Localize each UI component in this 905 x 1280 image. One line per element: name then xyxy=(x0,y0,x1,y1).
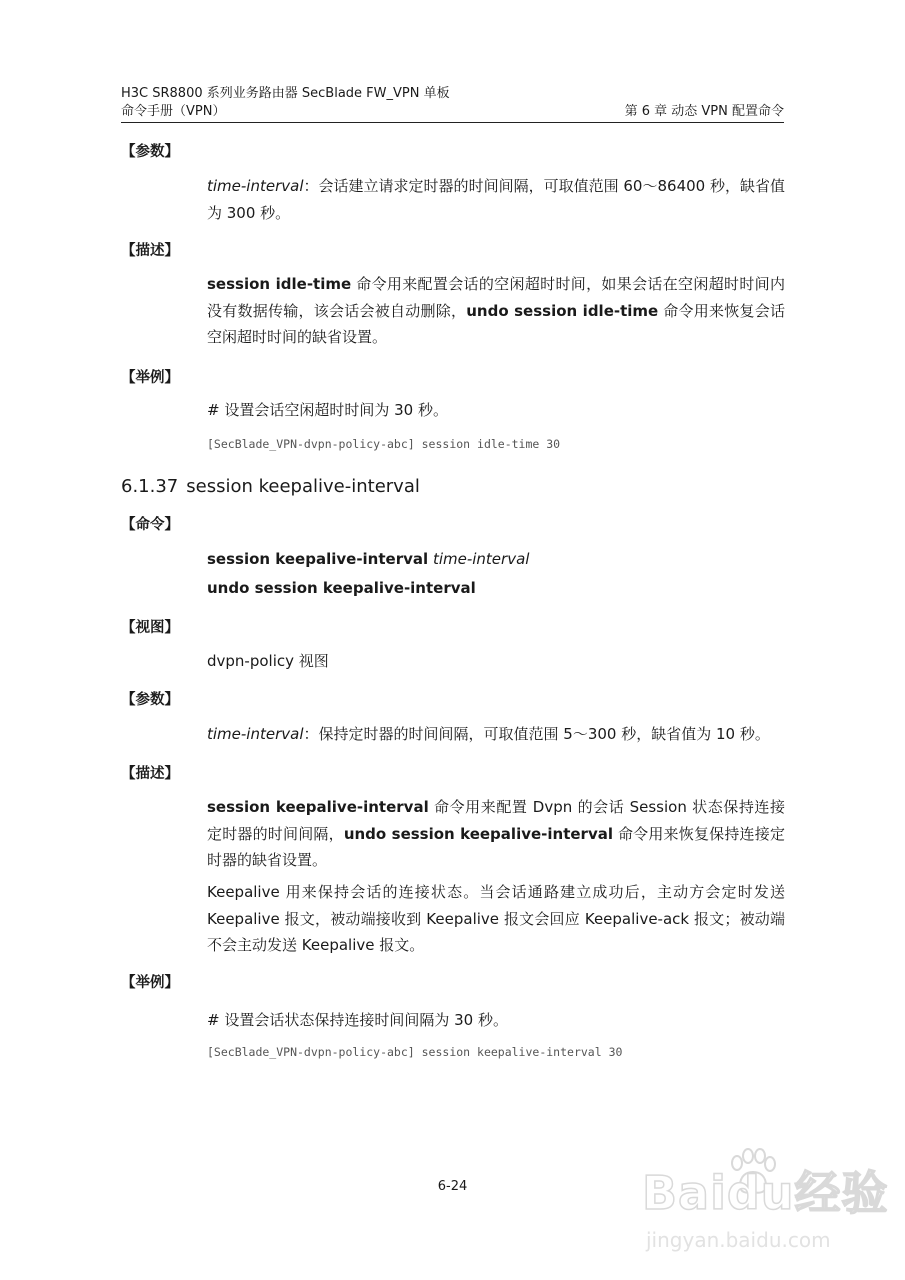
header-rule xyxy=(121,122,784,123)
example-code: [SecBlade_VPN-dvpn-policy-abc] session idle-time 30 xyxy=(207,437,561,451)
watermark-url: jingyan.baidu.com xyxy=(646,1228,831,1252)
section-title-params: 【参数】 xyxy=(121,144,179,160)
param-name: time-interval xyxy=(207,177,304,195)
section-title-description: 【描述】 xyxy=(121,243,179,259)
view-text: dvpn-policy 视图 xyxy=(207,652,329,670)
param-description: ：保持定时器的时间间隔，可取值范围 5～300 秒，缺省值为 10 秒。 xyxy=(303,725,770,743)
section-title-view: 【视图】 xyxy=(121,620,179,636)
example-code: [SecBlade_VPN-dvpn-policy-abc] session keepalive-interval 30 xyxy=(207,1045,623,1059)
section-title-example: 【举例】 xyxy=(121,370,179,386)
params-paragraph xyxy=(207,173,785,226)
command-argument: time-interval xyxy=(432,550,530,568)
baidu-watermark xyxy=(642,1148,889,1268)
description-text: 命令用来配置 Dvpn 的会话 Session 状态保持连接定时器的时间间隔， xyxy=(207,798,785,843)
description-text: 命令用来恢复会话空闲超时时间的缺省设置。 xyxy=(207,301,785,346)
command-undo-syntax: undo session keepalive-interval xyxy=(207,579,476,597)
header-subline xyxy=(121,103,784,121)
header-manual-name: 命令手册（VPN） xyxy=(121,104,226,119)
section-number: 6.1.37 xyxy=(121,476,179,497)
description-text: 命令用来配置会话的空闲超时时间，如果会话在空闲超时时间内没有数据传输，该会话会被自动删除， xyxy=(207,275,785,320)
command-keyword: session idle-time xyxy=(207,275,352,293)
page-number: 6-24 xyxy=(437,1179,468,1194)
command-keyword: session keepalive-interval xyxy=(207,550,429,568)
section-title-params: 【参数】 xyxy=(121,692,179,708)
param-description: ：会话建立请求定时器的时间间隔，可取值范围 60～86400 秒，缺省值为 300 秒。 xyxy=(207,177,785,222)
section-heading xyxy=(121,475,420,499)
example-comment: # 设置会话空闲超时时间为 30 秒。 xyxy=(207,401,448,419)
section-heading-title: session keepalive-interval xyxy=(186,476,420,497)
watermark-brand: Baidu经验 xyxy=(642,1166,889,1220)
param-name: time-interval xyxy=(207,725,304,743)
header-chapter: 第 6 章 动态 VPN 配置命令 xyxy=(624,104,784,119)
command-keyword: undo session idle-time xyxy=(466,301,659,320)
command-syntax-line xyxy=(207,548,529,570)
description-paragraph xyxy=(207,271,785,351)
header-title: H3C SR8800 系列业务路由器 SecBlade FW_VPN 单板 xyxy=(121,86,450,101)
section-title-example: 【举例】 xyxy=(121,975,179,991)
section-title-description: 【描述】 xyxy=(121,766,179,782)
params-paragraph xyxy=(207,723,770,745)
command-keyword: undo session keepalive-interval xyxy=(343,824,613,843)
example-comment: # 设置会话状态保持连接时间间隔为 30 秒。 xyxy=(207,1011,508,1029)
command-keyword: session keepalive-interval xyxy=(207,798,429,816)
section-title-command: 【命令】 xyxy=(121,517,179,533)
description-text: 命令用来恢复保持连接定时器的缺省设置。 xyxy=(207,824,785,869)
keepalive-paragraph: Keepalive 用来保持会话的连接状态。当会话通路建立成功后，主动方会定时发送 Keepalive 报文，被动端接收到 Keepalive 报文会回应 Keepalive-ack 报文；被动端不会主动发送 Keepalive 报文。 xyxy=(207,883,785,954)
description-paragraph xyxy=(207,794,785,874)
